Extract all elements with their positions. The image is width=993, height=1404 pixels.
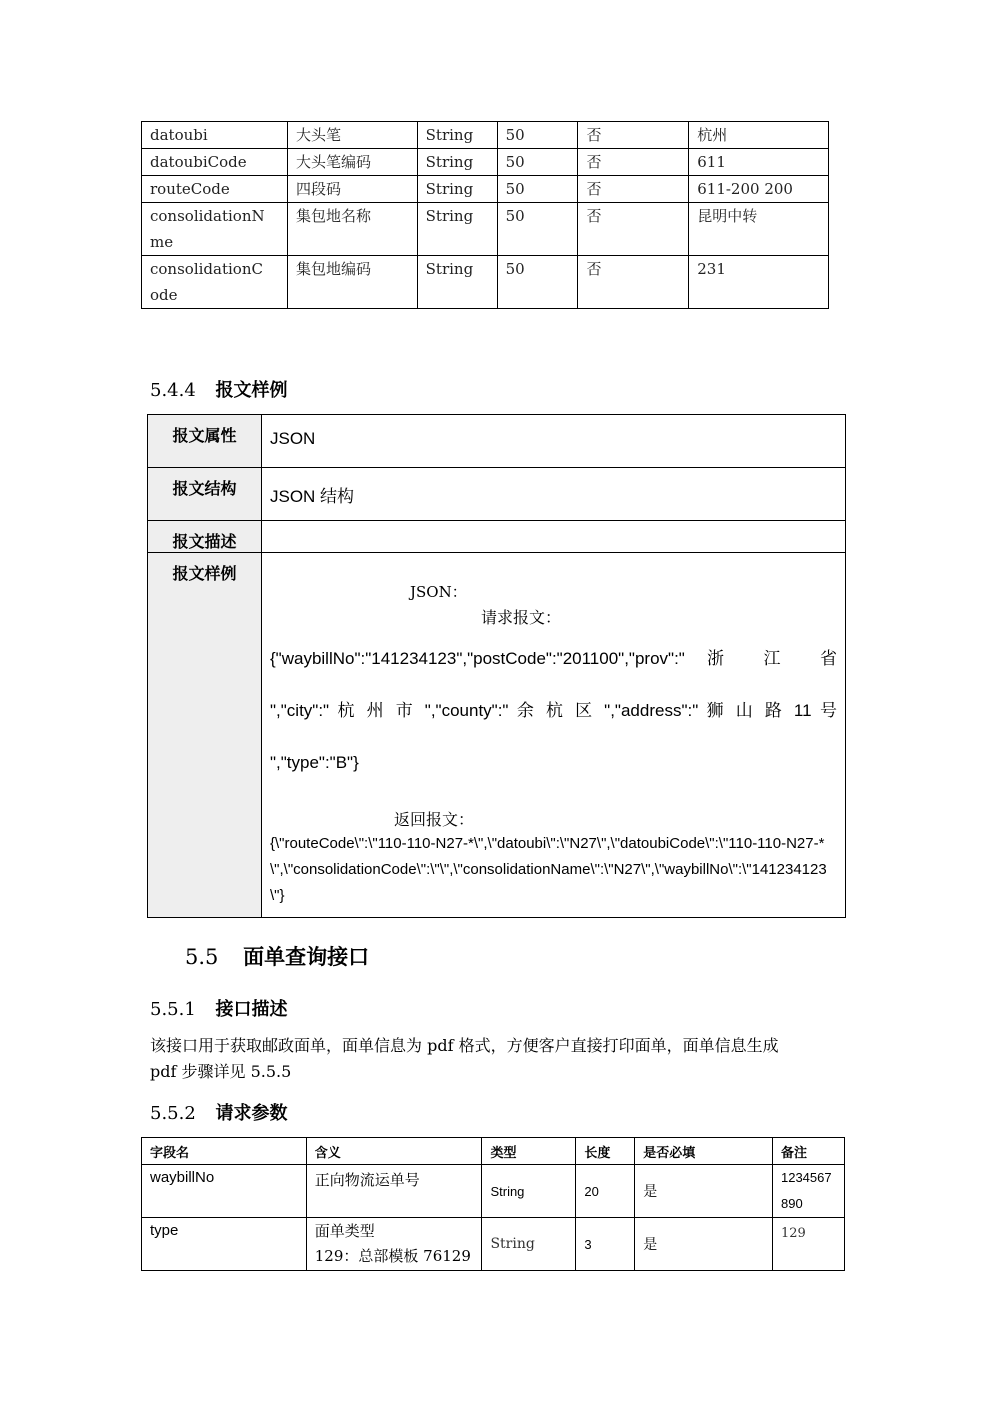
field-required-cell: 否 — [578, 256, 689, 309]
field-required-cell: 否 — [578, 149, 689, 176]
json-label: JSON： — [410, 583, 467, 601]
field-meaning-cell: 四段码 — [287, 176, 417, 203]
field-note-cell: 231 — [689, 256, 829, 309]
struct-value: JSON 结构 — [262, 468, 846, 521]
param-required-cell: 是 — [635, 1218, 773, 1271]
section-title: 报文样例 — [215, 380, 288, 401]
row-label: 报文结构 — [148, 468, 262, 521]
param-length-cell: 20 — [576, 1165, 635, 1218]
field-note-cell: 杭州 — [689, 122, 829, 149]
field-type-cell: String — [417, 256, 497, 309]
field-type-cell: String — [417, 203, 497, 256]
field-required-cell: 否 — [578, 122, 689, 149]
message-sample-table — [147, 414, 846, 918]
section-number: 5.5.1 — [150, 999, 196, 1020]
param-type-cell: String — [482, 1218, 576, 1271]
section-number: 5.5 — [185, 945, 219, 969]
field-length-cell: 50 — [497, 122, 578, 149]
section-heading-5-5-1 — [150, 995, 288, 1021]
param-required-cell: 是 — [635, 1165, 773, 1218]
field-name-cell: routeCode — [142, 176, 288, 203]
table-row — [148, 468, 846, 521]
request-line: ","type":"B"} — [270, 753, 359, 772]
column-header: 字段名 — [142, 1138, 307, 1165]
section-number: 5.5.2 — [150, 1103, 196, 1124]
field-note-cell: 611-200 200 — [689, 176, 829, 203]
response-label: 返回报文： — [394, 810, 475, 829]
table-row — [142, 1165, 845, 1218]
example-value — [262, 553, 846, 918]
field-required-cell: 否 — [578, 203, 689, 256]
section-title: 面单查询接口 — [243, 944, 370, 969]
field-name-cell: datoubi — [142, 122, 288, 149]
field-length-cell: 50 — [497, 203, 578, 256]
table-row — [142, 149, 829, 176]
section-heading-5-5-2 — [150, 1099, 288, 1125]
field-type-cell: String — [417, 176, 497, 203]
column-header: 长度 — [576, 1138, 635, 1165]
param-meaning-cell: 面单类型 129：总部模板 76129 — [306, 1218, 482, 1271]
field-name-cell: datoubiCode — [142, 149, 288, 176]
table-row — [148, 415, 846, 468]
field-meaning-cell: 大头笔 — [287, 122, 417, 149]
table-row — [142, 1218, 845, 1271]
field-meaning-cell: 集包地名称 — [287, 203, 417, 256]
field-meaning-cell: 集包地编码 — [287, 256, 417, 309]
attr-value: JSON — [262, 415, 846, 468]
column-header: 备注 — [772, 1138, 844, 1165]
table-row — [148, 521, 846, 553]
request-label: 请求报文： — [481, 608, 562, 627]
field-name-cell: consolidationN me — [142, 203, 288, 256]
section-heading-5-4-4 — [150, 376, 288, 402]
desc-value — [262, 521, 846, 553]
description-line: 该接口用于获取邮政面单，面单信息为 pdf 格式，方便客户直接打印面单，面单信息生成 — [150, 1036, 779, 1055]
field-name-cell: consolidationC ode — [142, 256, 288, 309]
request-line: {"waybillNo":"141234123","postCode":"201100","prov":" 浙 江 省 — [270, 649, 837, 668]
section-number: 5.4.4 — [150, 380, 196, 401]
response-body: {\"routeCode\":\"110-110-N27-*\",\"datoubi\":\"N27\",\"datoubiCode\":\"110-110-N27-*\",\"consolidationCode\":\"\",\"consolidationName\":\"N27\",\"waybillNo\":\"141234123\"} — [270, 835, 827, 904]
table-row — [142, 203, 829, 256]
param-name-cell: waybillNo — [142, 1165, 307, 1218]
field-length-cell: 50 — [497, 256, 578, 309]
field-note-cell: 611 — [689, 149, 829, 176]
section-title: 接口描述 — [215, 999, 288, 1020]
field-required-cell: 否 — [578, 176, 689, 203]
table-row — [142, 176, 829, 203]
row-label: 报文属性 — [148, 415, 262, 468]
field-note-cell: 昆明中转 — [689, 203, 829, 256]
param-name-cell: type — [142, 1218, 307, 1271]
field-meaning-cell: 大头笔编码 — [287, 149, 417, 176]
field-table — [141, 121, 829, 309]
table-row — [148, 553, 846, 918]
param-type-cell: String — [482, 1165, 576, 1218]
column-header: 类型 — [482, 1138, 576, 1165]
param-meaning-cell: 正向物流运单号 — [306, 1165, 482, 1218]
field-length-cell: 50 — [497, 149, 578, 176]
param-note-cell: 1234567 890 — [772, 1165, 844, 1218]
table-row — [142, 256, 829, 309]
row-label: 报文样例 — [148, 553, 262, 918]
column-header: 含义 — [306, 1138, 482, 1165]
row-label: 报文描述 — [148, 521, 262, 553]
request-line: ","city":" 杭 州 市 ","county":" 余 杭 区 ","address":" 狮 山 路 11 号 — [270, 701, 837, 720]
column-header: 是否必填 — [635, 1138, 773, 1165]
section-title: 请求参数 — [215, 1103, 288, 1124]
table-row — [142, 122, 829, 149]
param-length-cell: 3 — [576, 1218, 635, 1271]
param-note-cell: 129 — [772, 1218, 844, 1271]
field-type-cell: String — [417, 122, 497, 149]
description-line: pdf 步骤详见 5.5.5 — [150, 1062, 292, 1081]
request-params-table — [141, 1137, 845, 1271]
table-header-row — [142, 1138, 845, 1165]
field-length-cell: 50 — [497, 176, 578, 203]
field-type-cell: String — [417, 149, 497, 176]
section-heading-5-5 — [185, 941, 369, 971]
